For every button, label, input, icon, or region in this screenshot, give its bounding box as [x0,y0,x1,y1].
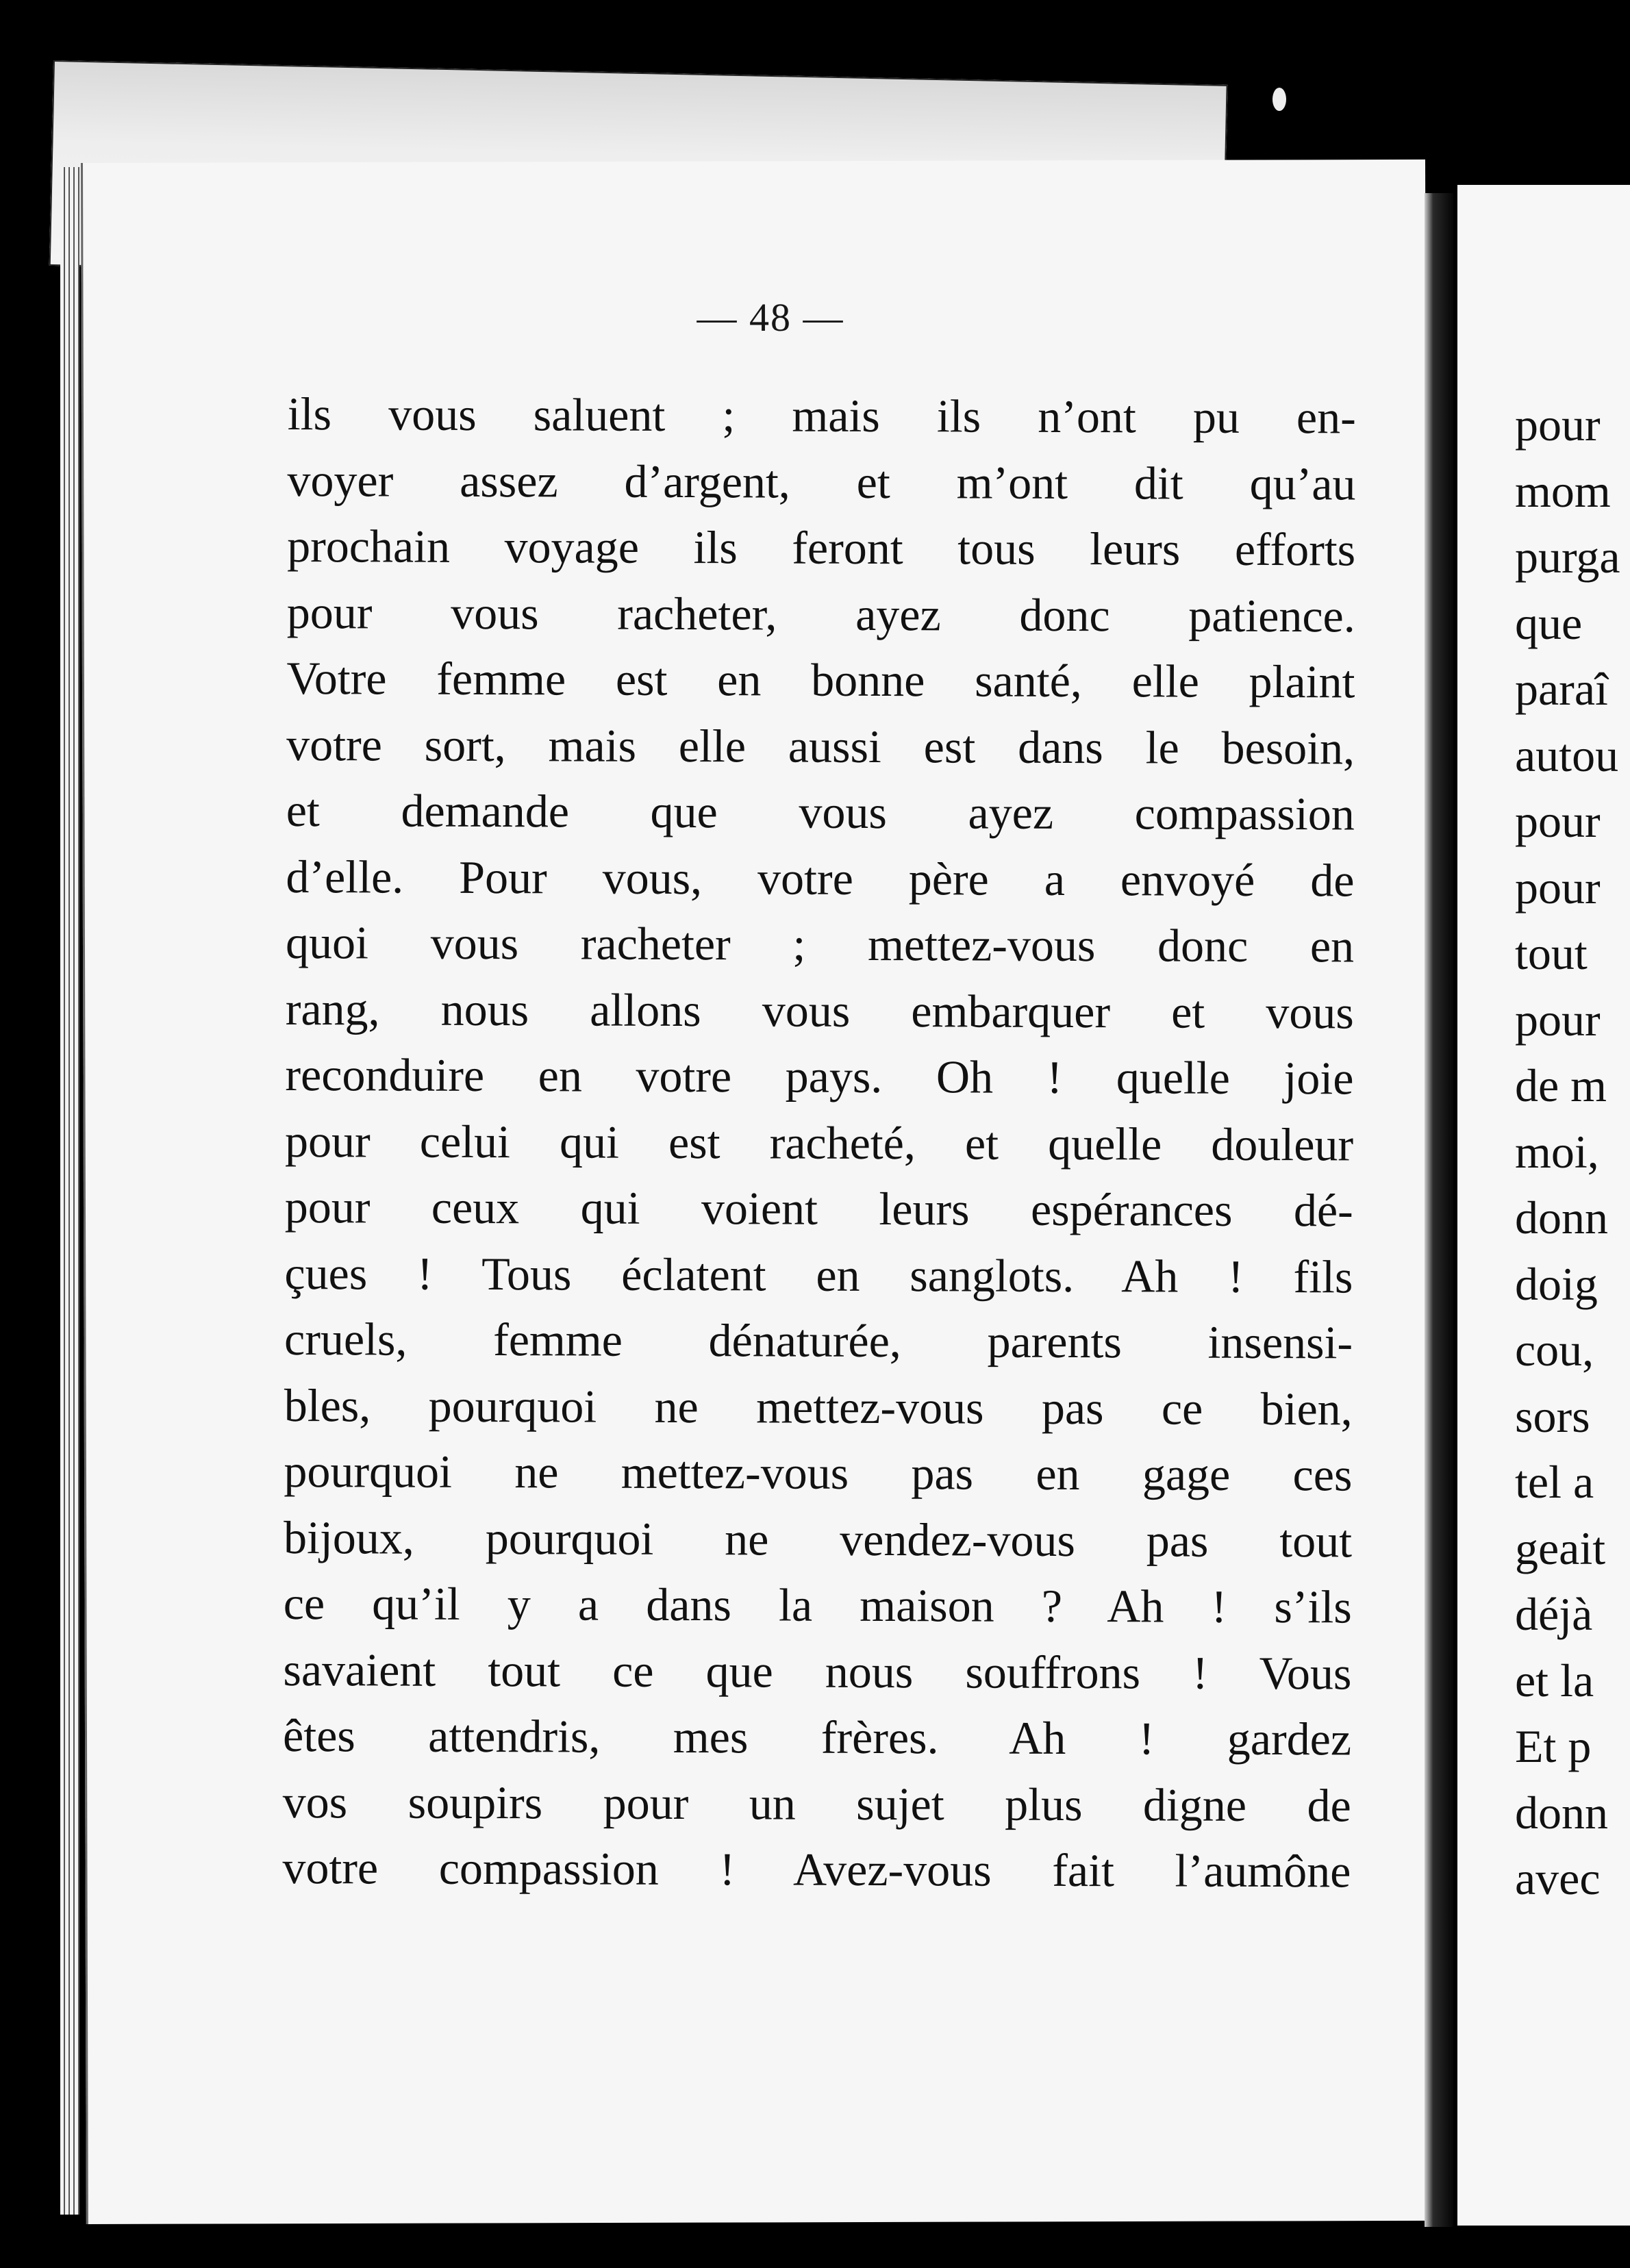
text-line-fragment: tel a [1515,1456,1594,1508]
text-line-fragment: avec [1515,1852,1601,1904]
text-line: pourquoi ne mettez-vous pas en gage ces [284,1444,1353,1501]
text-line-fragment: Et p [1515,1720,1592,1772]
text-line: votre sort, mais elle aussi est dans le besoin, [286,718,1355,774]
text-line-fragment: tout [1515,927,1588,979]
text-line: savaient tout ce que nous souffrons ! Vous [283,1643,1352,1699]
text-line: votre compassion ! Avez-vous fait l’aumône [282,1841,1351,1898]
dust-speck [1272,88,1286,111]
text-line-fragment: de m [1515,1059,1607,1111]
text-line: pour vous racheter, ayez donc patience. [286,585,1355,642]
text-line: pour ceux qui voient leurs espérances dé- [284,1180,1353,1237]
text-line-fragment: que [1515,596,1583,649]
text-line-fragment: pour [1515,795,1601,847]
text-line: bijoux, pourquoi ne vendez-vous pas tout [283,1511,1353,1567]
text-line-fragment: mom [1515,464,1611,517]
text-line: vos soupirs pour un sujet plus digne de [282,1775,1351,1831]
text-line: quoi vous racheter ; mettez-vous donc en [286,916,1355,972]
text-line: voyer assez d’argent, et m’ont dit qu’au [287,453,1356,509]
text-line-fragment: moi, [1515,1125,1599,1178]
text-line: êtes attendris, mes frères. Ah ! gardez [282,1709,1352,1765]
text-line: Votre femme est en bonne santé, elle plaint [286,651,1355,708]
text-line: çues ! Tous éclatent en sanglots. Ah ! fils [284,1246,1353,1302]
text-line: bles, pourquoi ne mettez-vous pas ce bien, [284,1378,1353,1435]
text-line-fragment: cou, [1515,1324,1594,1376]
text-line: pour celui qui est racheté, et quelle douleur [284,1114,1354,1170]
text-line-fragment: et la [1515,1654,1594,1706]
text-line-fragment: pour [1515,861,1601,914]
text-line: rang, nous allons vous embarquer et vous [285,982,1354,1038]
text-line-fragment: donn [1515,1192,1608,1244]
page-number: — 48 — [697,295,844,340]
gutter-shadow [1425,193,1453,2227]
text-line-fragment: donn [1515,1786,1608,1839]
text-line-fragment: autou [1515,729,1619,781]
text-line: d’elle. Pour vous, votre père a envoyé de [286,850,1355,906]
text-line-fragment: pour [1515,993,1601,1046]
text-line-fragment: doig [1515,1257,1598,1310]
right-page-text-fragment [1515,392,1630,1912]
text-line-fragment: pour [1515,399,1601,451]
text-line: prochain voyage ils feront tous leurs efforts [287,519,1356,576]
text-line-fragment: geait [1515,1522,1606,1574]
text-line: ce qu’il y a dans la maison ? Ah ! s’ils [283,1576,1352,1633]
text-line-fragment: paraî [1515,663,1608,715]
text-line-fragment: déjà [1515,1588,1593,1640]
page-stack-edge [60,167,79,2215]
text-line: et demande que vous ayez compassion [286,783,1355,840]
text-line: cruels, femme dénaturée, parents insensi- [284,1312,1353,1369]
text-line: reconduire en votre pays. Oh ! quelle joie [285,1048,1354,1105]
left-page-text [282,381,1356,1904]
text-line-fragment: purga [1515,531,1620,583]
text-line: ils vous saluent ; mais ils n’ont pu en- [287,387,1356,444]
text-line-fragment: sors [1515,1389,1590,1442]
